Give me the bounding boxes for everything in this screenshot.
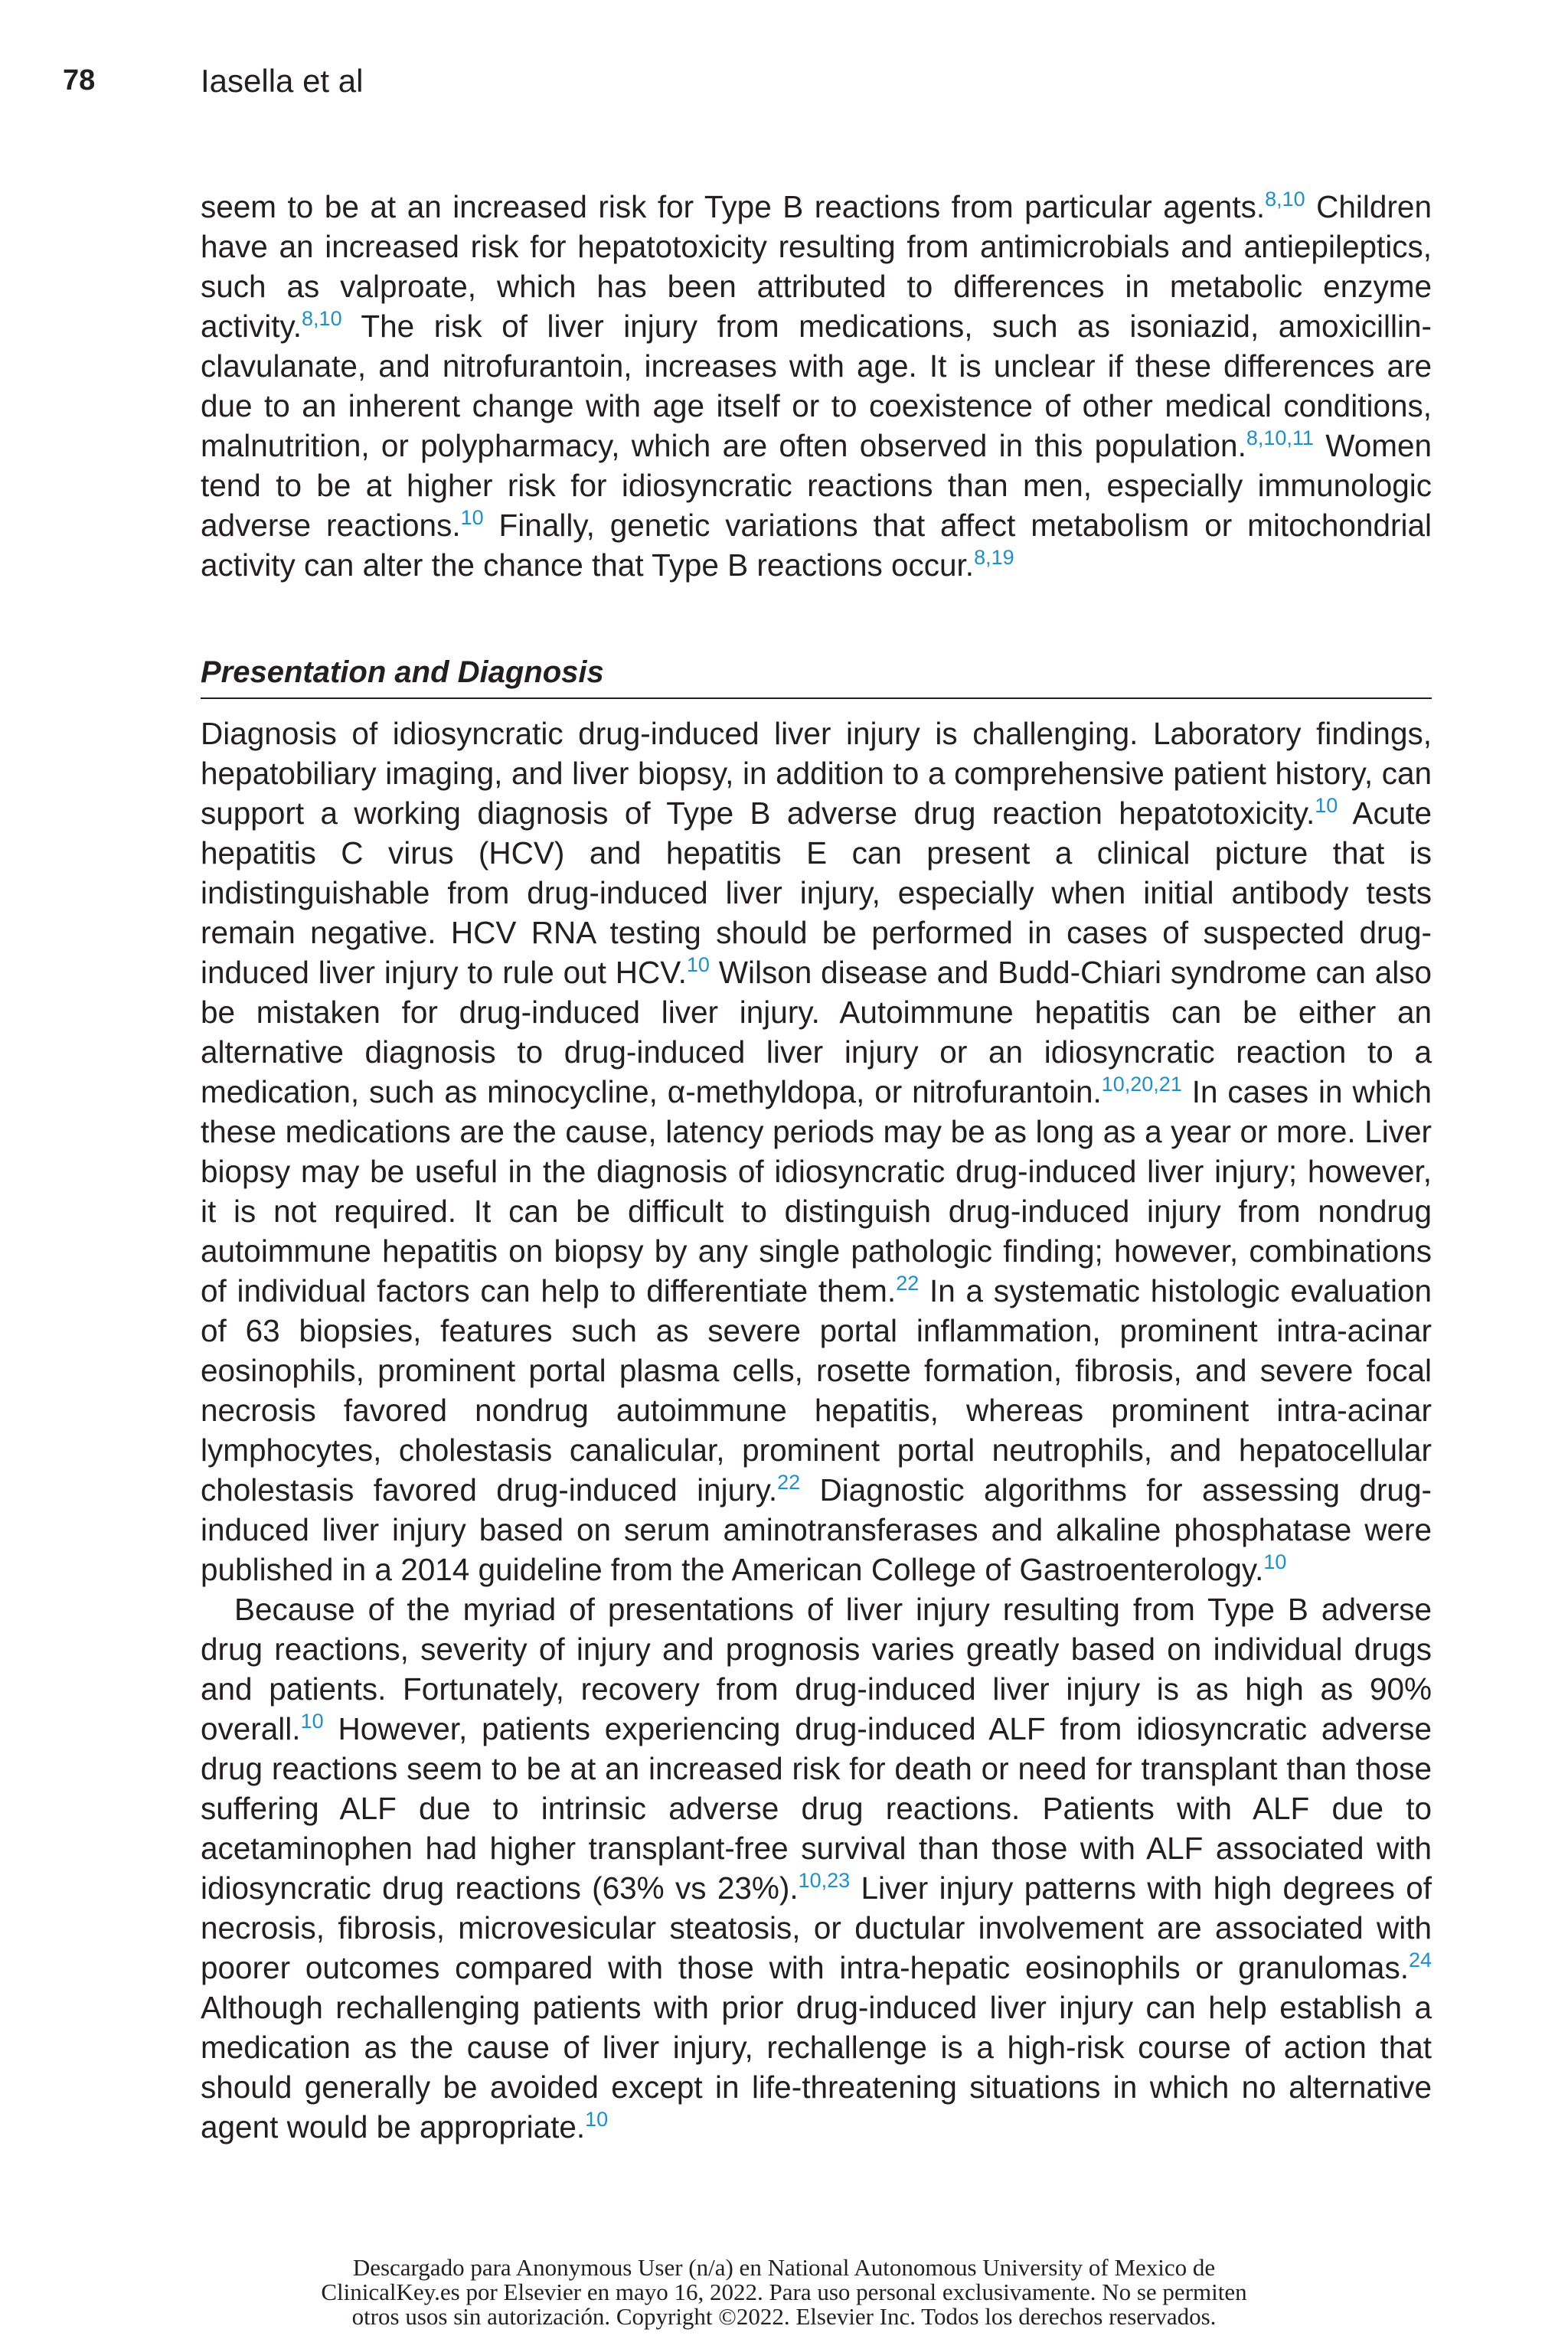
citation-link[interactable]: 10 <box>585 2108 609 2131</box>
text: Although rechallenging patients with prior drug-induced liver injury can help establish a medication as the cause of liver injury, rechallenge is a high-risk course of action that should generally be avoided except in life-threatening situations in which no alternative agent would be appropriate. <box>201 1990 1432 2145</box>
citation-link[interactable]: 8,19 <box>974 546 1014 569</box>
citation-link[interactable]: 10 <box>300 1710 324 1733</box>
text: Acute hepatitis C virus (HCV) and hepatitis E can present a clinical picture that is indistinguishable from drug-induced liver injury, especially when initial antibody tests remain negative. HCV RNA testing should be performed in cases of suspected drug-induced liver injury to rule out HCV. <box>201 795 1432 990</box>
text: Finally, genetic variations that affect metabolism or mitochondrial activity can alter the chance that Type B reactions occur. <box>201 508 1432 583</box>
page-number: 78 <box>63 64 96 96</box>
text: However, patients experiencing drug-induced ALF from idiosyncratic adverse drug reactions seem to be at an increased risk for death or need for transplant than those suffering ALF due to intrinsic adverse drug reactions. Patients with ALF due to acetaminophen had higher transplant-free survival than those with ALF associated with idiosyncratic drug reactions (63% vs 23%). <box>201 1711 1432 1906</box>
citation-link[interactable]: 10,23 <box>798 1869 851 1892</box>
citation-link[interactable]: 10 <box>1263 1550 1287 1573</box>
section-body <box>201 714 1432 2147</box>
text: Women tend to be at higher risk for idiosyncratic reactions than men, especially immunologic adverse reactions. <box>201 428 1432 543</box>
citation-link[interactable]: 8,10 <box>1265 188 1305 211</box>
running-head: Iasella et al <box>201 63 364 99</box>
text: Liver injury patterns with high degrees of necrosis, fibrosis, microvesicular steatosis, or ductular involvement are associated with poorer outcomes compared with those with intra-hepatic eosinophils or granulomas. <box>201 1870 1432 1985</box>
text: Because of the myriad of presentations of liver injury resulting from Type B adverse drug reactions, severity of injury and prognosis varies greatly based on individual drugs and patients. Fortunately, recovery from drug-induced liver injury is as high as 90% overall. <box>201 1592 1432 1746</box>
paragraph <box>201 1589 1432 2147</box>
article-body-top <box>201 187 1432 585</box>
footer-line: otros usos sin autorización. Copyright ©2022. Elsevier Inc. Todos los derechos reservados. <box>351 2303 1217 2330</box>
citation-link[interactable]: 10 <box>460 506 484 529</box>
text: Children have an increased risk for hepatotoxicity resulting from antimicrobials and antiepileptics, such as valproate, which has been attributed to differences in metabolic enzyme activity. <box>201 189 1432 344</box>
text: Diagnostic algorithms for assessing drug-induced liver injury based on serum aminotransferases and alkaline phosphatase were published in a 2014 guideline from the American College of Gastroenterology. <box>201 1472 1432 1587</box>
citation-link[interactable]: 22 <box>777 1471 801 1494</box>
text: seem to be at an increased risk for Type B reactions from particular agents. <box>201 189 1266 224</box>
paragraph <box>201 714 1432 1589</box>
download-footer <box>0 2256 1568 2329</box>
citation-link[interactable]: 10 <box>686 953 710 976</box>
citation-link[interactable]: 8,10 <box>302 307 342 330</box>
citation-link[interactable]: 22 <box>896 1272 920 1295</box>
footer-line: Descargado para Anonymous User (n/a) en National Autonomous University of Mexico de <box>352 2254 1216 2281</box>
footer-line: ClinicalKey.es por Elsevier en mayo 16, 2022. Para uso personal exclusivamente. No se permiten <box>321 2278 1247 2305</box>
citation-link[interactable]: 10 <box>1315 794 1338 817</box>
text: In a systematic histologic evaluation of 63 biopsies, features such as severe portal inflammation, prominent intra-acinar eosinophils, prominent portal plasma cells, rosette formation, fibrosis, and severe focal necrosis favored nondrug autoimmune hepatitis, whereas prominent intra-acinar lymphocytes, cholestasis canalicular, prominent portal neutrophils, and hepatocellular cholestasis favored drug-induced injury. <box>201 1273 1432 1508</box>
text: In cases in which these medications are the cause, latency periods may be as long as a year or more. Liver biopsy may be useful in the diagnosis of idiosyncratic drug-induced liver injury; however, it is not required. It can be difficult to distinguish drug-induced injury from nondrug autoimmune hepatitis on biopsy by any single pathologic finding; however, combinations of individual factors can help to differentiate them. <box>201 1074 1432 1308</box>
paragraph <box>201 187 1432 585</box>
text: Wilson disease and Budd-Chiari syndrome can also be mistaken for drug-induced liver injury. Autoimmune hepatitis can be either an alternative diagnosis to drug-induced liver injury or an idiosyncratic reaction to a medication, such as minocycline, α-methyldopa, or nitrofurantoin. <box>201 955 1432 1109</box>
text: The risk of liver injury from medications, such as isoniazid, amoxicillin-clavulanate, and nitrofurantoin, increases with age. It is unclear if these differences are due to an inherent change with age itself or to coexistence of other medical conditions, malnutrition, or polypharmacy, which are often observed in this population. <box>201 309 1432 463</box>
citation-link[interactable]: 24 <box>1408 1949 1432 1971</box>
text: Diagnosis of idiosyncratic drug-induced liver injury is challenging. Laboratory findings, hepatobiliary imaging, and liver biopsy, in addition to a comprehensive patient history, can support a working diagnosis of Type B adverse drug reaction hepatotoxicity. <box>201 716 1432 831</box>
citation-link[interactable]: 10,20,21 <box>1101 1073 1182 1096</box>
section-heading: Presentation and Diagnosis <box>201 655 1432 699</box>
citation-link[interactable]: 8,10,11 <box>1246 426 1314 449</box>
